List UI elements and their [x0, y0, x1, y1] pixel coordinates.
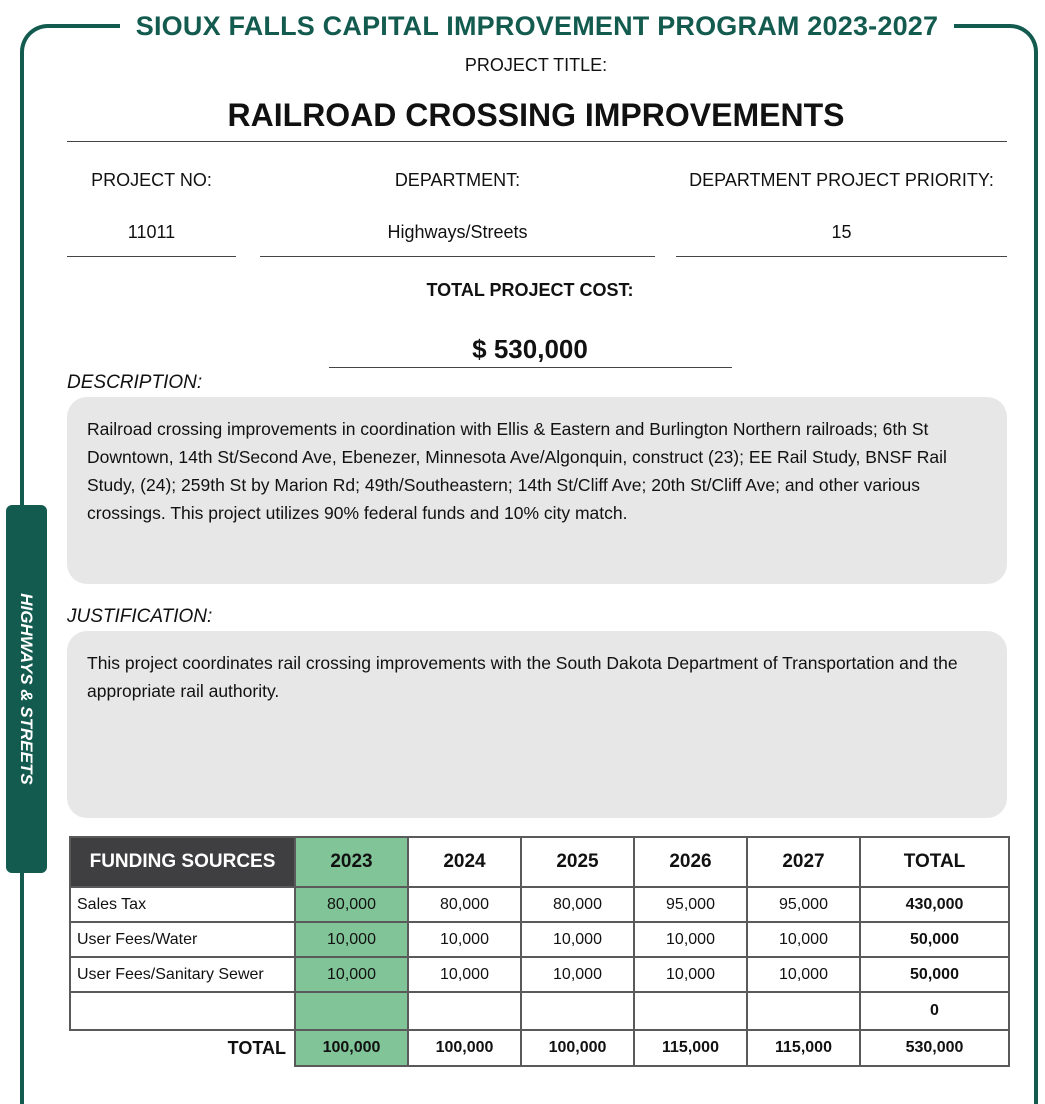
header-2024: 2024: [408, 837, 521, 887]
amount-2024: 10,000: [408, 957, 521, 992]
description-label: DESCRIPTION:: [67, 372, 203, 393]
description-text: Railroad crossing improvements in coordination with Ellis & Eastern and Burlington Northern railroads; 6th St Downtown, 14th St/Second Ave, Ebenezer, Minnesota Ave/Algonquin, construct (23); EE Rail Study, BNSF Rail Study, (24); 259th St by Marion Rd; 49th/Southeastern; 14th St/Cliff Ave; 20th St/Cliff Ave; and other various crossings. This project utilizes 90% federal funds and 10% city match.: [87, 419, 947, 523]
description-box: [67, 397, 1007, 584]
justification-text: This project coordinates rail crossing improvements with the South Dakota Department of Transportation and the appropriate rail authority.: [87, 653, 958, 701]
total-2024: 100,000: [408, 1030, 521, 1066]
source-name: User Fees/Sanitary Sewer: [70, 957, 295, 992]
project-title: RAILROAD CROSSING IMPROVEMENTS: [227, 97, 845, 133]
title-underline: [67, 141, 1007, 142]
amount-2027: [747, 992, 860, 1030]
total-cost-underline: [329, 367, 732, 368]
amount-2024: 80,000: [408, 887, 521, 922]
justification-box: [67, 631, 1007, 818]
source-name: Sales Tax: [70, 887, 295, 922]
side-tab-label: HIGHWAYS & STREETS: [17, 593, 36, 785]
header-2026: 2026: [634, 837, 747, 887]
priority-value: 15: [831, 222, 852, 242]
amount-2025: 10,000: [521, 957, 634, 992]
total-2023: 100,000: [295, 1030, 408, 1066]
amount-2025: 80,000: [521, 887, 634, 922]
total-2026: 115,000: [634, 1030, 747, 1066]
header-2023: 2023: [295, 837, 408, 887]
amount-2027: 95,000: [747, 887, 860, 922]
amount-total: 50,000: [860, 957, 1009, 992]
header-2025: 2025: [521, 837, 634, 887]
amount-total: 50,000: [860, 922, 1009, 957]
table-row: [70, 957, 1009, 992]
total-2025: 100,000: [521, 1030, 634, 1066]
table-row: [70, 922, 1009, 957]
funding-table: [69, 836, 1010, 1067]
amount-total: 0: [860, 992, 1009, 1030]
amount-2023: 10,000: [295, 922, 408, 957]
amount-2025: [521, 992, 634, 1030]
project-no-label: PROJECT NO:: [91, 170, 212, 190]
amount-total: 430,000: [860, 887, 1009, 922]
total-cost-label: TOTAL PROJECT COST:: [426, 280, 634, 300]
amount-2023: 80,000: [295, 887, 408, 922]
total-2027: 115,000: [747, 1030, 860, 1066]
total-cost-value: $ 530,000: [472, 334, 588, 364]
amount-2023: 10,000: [295, 957, 408, 992]
header-2027: 2027: [747, 837, 860, 887]
amount-2026: 95,000: [634, 887, 747, 922]
total-grand: 530,000: [860, 1030, 1009, 1066]
amount-2024: 10,000: [408, 922, 521, 957]
header-total: TOTAL: [860, 837, 1009, 887]
department-underline: [260, 256, 655, 257]
priority-underline: [676, 256, 1007, 257]
amount-2027: 10,000: [747, 922, 860, 957]
amount-2025: 10,000: [521, 922, 634, 957]
amount-2026: 10,000: [634, 922, 747, 957]
department-label: DEPARTMENT:: [394, 170, 521, 190]
amount-2026: [634, 992, 747, 1030]
table-header-row: [70, 837, 1009, 887]
justification-label: JUSTIFICATION:: [67, 606, 213, 627]
program-title: SIOUX FALLS CAPITAL IMPROVEMENT PROGRAM 2023-2027: [120, 8, 954, 44]
department-value: Highways/Streets: [387, 222, 528, 242]
table-total-row: [70, 1030, 1009, 1066]
project-no-value: 11011: [127, 222, 176, 242]
source-name: User Fees/Water: [70, 922, 295, 957]
amount-2024: [408, 992, 521, 1030]
amount-2026: 10,000: [634, 957, 747, 992]
project-no-underline: [67, 256, 236, 257]
source-name: [70, 992, 295, 1030]
header-funding-sources: FUNDING SOURCES: [70, 837, 295, 887]
amount-2027: 10,000: [747, 957, 860, 992]
amount-2023: [295, 992, 408, 1030]
table-row: [70, 887, 1009, 922]
total-label: TOTAL: [227, 1038, 286, 1058]
table-row: [70, 992, 1009, 1030]
priority-label: DEPARTMENT PROJECT PRIORITY:: [689, 170, 994, 190]
project-title-label: PROJECT TITLE:: [464, 55, 608, 75]
